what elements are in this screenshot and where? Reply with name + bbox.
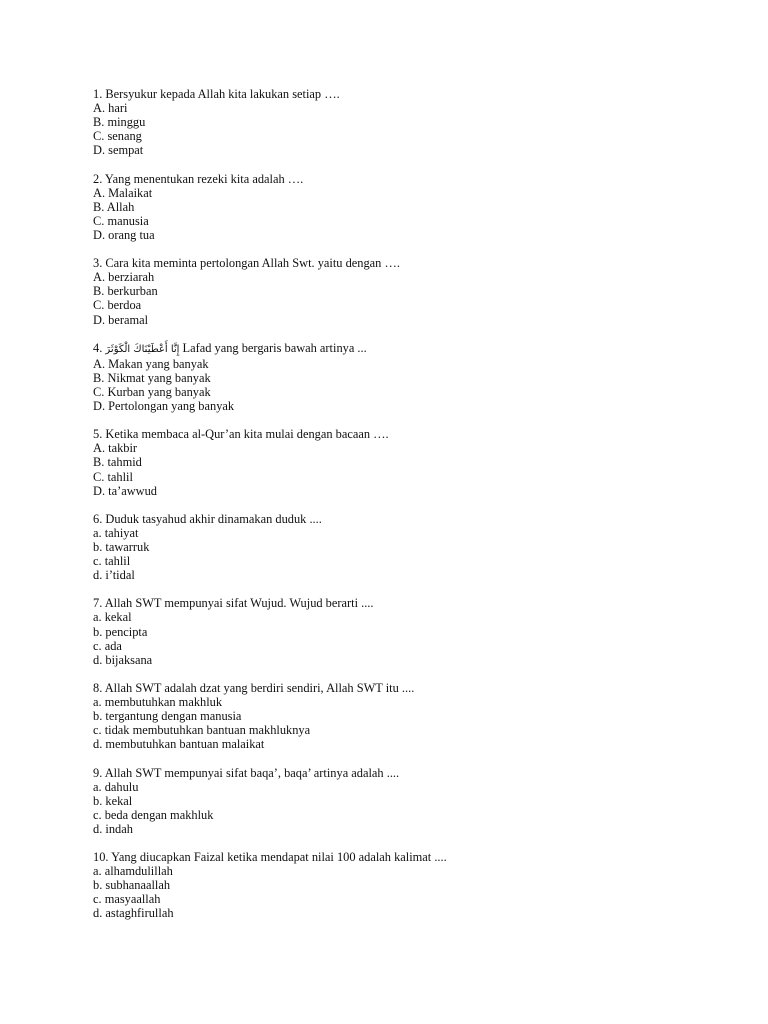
option-b: b. tergantung dengan manusia [93,709,242,724]
arabic-verse: إِنَّا أَعْطَيْنَاكَ الْكَوْثَرَ [105,343,180,355]
option-d: D. orang tua [93,227,155,242]
question-stem: 1. Bersyukur kepada Allah kita lakukan setiap …. [93,87,340,101]
question-7 [93,596,733,666]
question-stem: 7. Allah SWT mempunyai sifat Wujud. Wujud berarti .... [93,596,374,611]
option-c: C. tahlil [93,469,133,484]
option-b: b. kekal [93,793,133,808]
option-d: d. i’tidal [93,568,135,583]
option-c: c. beda dengan makhluk [93,807,214,822]
option-d: D. ta’awwud [93,483,157,498]
question-stem: 3. Cara kita meminta pertolongan Allah Swt. yaitu dengan …. [93,256,400,271]
option-b: b. tawarruk [93,540,150,554]
question-stem: 9. Allah SWT mempunyai sifat baqa’, baqa’ artinya adalah .... [93,765,400,780]
option-a: a. kekal [93,610,132,625]
option-a: a. alhamdulillah [93,864,173,879]
question-6 [93,512,733,582]
option-a: A. Makan yang banyak [93,356,209,371]
question-10 [93,850,733,920]
option-a: A. hari [93,101,128,116]
option-d: d. membutuhkan bantuan malaikat [93,737,265,752]
option-c: c. ada [93,638,122,653]
option-c: C. Kurban yang banyak [93,384,211,399]
option-c: C. manusia [93,213,149,228]
question-stem [93,341,733,357]
option-d: D. beramal [93,312,149,327]
question-2 [93,172,733,242]
question-1 [93,87,733,157]
option-b: b. subhanaallah [93,878,171,893]
option-a: A. takbir [93,441,138,456]
question-9 [93,766,733,836]
option-c: c. masyaallah [93,892,161,907]
question-stem: 5. Ketika membaca al-Qur’an kita mulai dengan bacaan …. [93,427,389,442]
option-c: c. tahlil [93,554,131,569]
option-a: A. Malaikat [93,185,153,200]
option-b: B. Allah [93,199,135,214]
option-a: A. berziarah [93,270,155,285]
option-c: C. senang [93,129,142,144]
option-b: B. berkurban [93,284,158,299]
question-number: 4. [93,340,106,355]
option-d: D. sempat [93,143,144,158]
question-8 [93,681,733,751]
option-b: B. minggu [93,115,146,130]
option-c: C. berdoa [93,298,142,313]
option-b: B. Nikmat yang banyak [93,370,211,385]
option-d: d. astaghfirullah [93,906,174,921]
question-stem: 2. Yang menentukan rezeki kita adalah …. [93,171,304,186]
option-c: c. tidak membutuhkan bantuan makhluknya [93,723,311,738]
question-stem: 6. Duduk tasyahud akhir dinamakan duduk .... [93,511,322,526]
option-b: b. pencipta [93,624,148,639]
option-a: a. membutuhkan makhluk [93,695,223,710]
question-text: Lafad yang bergaris bawah artinya ... [179,340,367,355]
question-stem: 8. Allah SWT adalah dzat yang berdiri sendiri, Allah SWT itu .... [93,680,415,695]
question-5 [93,427,733,497]
quiz-document [93,87,733,935]
option-d: d. bijaksana [93,652,153,667]
option-d: D. Pertolongan yang banyak [93,399,235,414]
option-a: a. tahiyat [93,525,139,540]
question-3 [93,256,733,326]
option-b: B. tahmid [93,455,142,470]
question-stem: 10. Yang diucapkan Faizal ketika mendapat nilai 100 adalah kalimat .... [93,850,447,865]
option-d: d. indah [93,821,133,836]
option-a: a. dahulu [93,779,139,794]
question-4 [93,341,733,413]
